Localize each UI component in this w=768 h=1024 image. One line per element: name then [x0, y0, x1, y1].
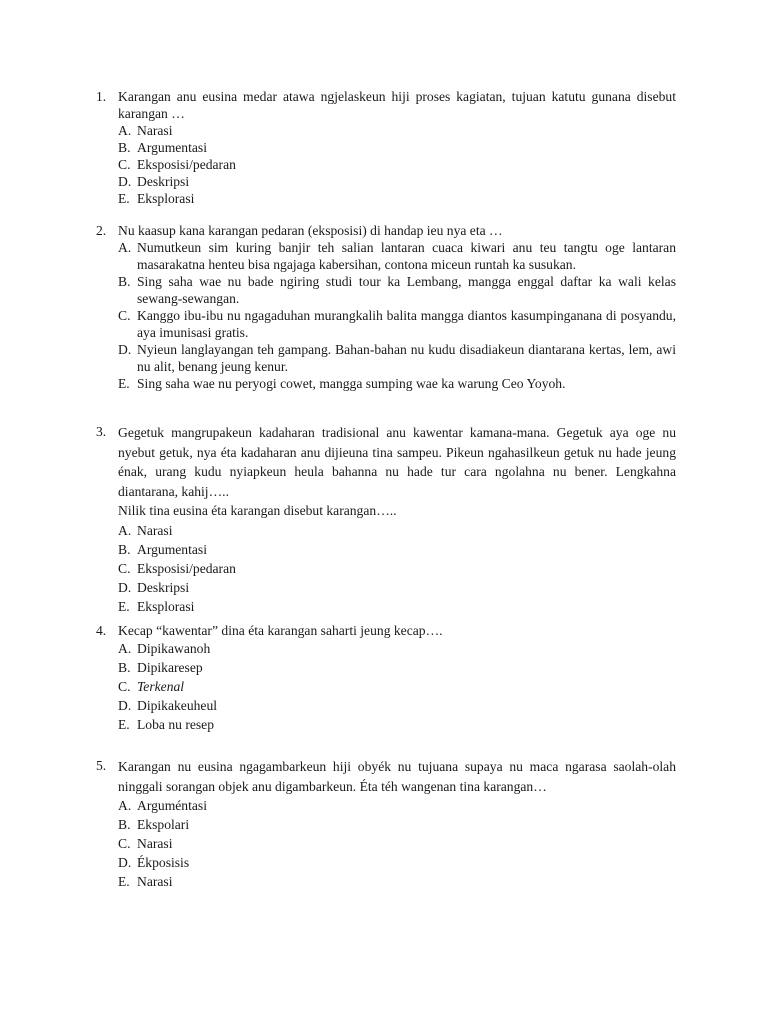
question-number: 4.	[96, 623, 107, 638]
option-c: C. Kanggo ibu-ibu nu ngagaduhan murangkalih balita mangga diantos kasumpinganana di posyandu, aya imunisasi gratis.	[118, 308, 676, 340]
question-prompt: Nilik tina eusina éta karangan disebut karangan…..	[118, 503, 397, 518]
option-d: D. Deskripsi	[118, 579, 190, 595]
option-list	[118, 239, 676, 392]
question-number: 3.	[96, 424, 107, 439]
option-list	[118, 796, 676, 891]
option-b: B. Argumentasi	[118, 140, 207, 155]
option-d: D. Dipikakeuheul	[118, 698, 218, 713]
option-a: A. Dipikawanoh	[118, 641, 211, 656]
question-number: 2.	[96, 223, 107, 238]
question-text: Kecap “kawentar” dina éta karangan saharti jeung kecap….	[118, 623, 443, 638]
option-d: D. Ékposisis	[118, 855, 190, 870]
question-1	[96, 88, 676, 207]
option-b: B. Sing saha wae nu bade ngiring studi tour ka Lembang, mangga enggal daftar ka wali kelas sewang-sewangan.	[118, 274, 676, 306]
option-b: B. Argumentasi	[118, 541, 207, 557]
question-5	[96, 757, 676, 891]
option-b: B. Ekspolari	[118, 817, 190, 832]
question-3	[96, 423, 676, 616]
option-c: C. Eksposisi/pedaran	[118, 157, 236, 172]
option-a: A. Numutkeun sim kuring banjir teh salian lantaran cuaca kiwari anu teu tangtu oge lantaran masarakatna henteu bisa ngajaga kabersihan, contona miceun runtah ka susukan.	[118, 240, 676, 272]
option-list	[118, 122, 676, 207]
question-text: Nu kaasup kana karangan pedaran (eksposisi) di handap ieu nya eta …	[118, 223, 503, 238]
option-b: B. Dipikaresep	[118, 660, 203, 675]
question-text: Gegetuk mangrupakeun kadaharan tradisional anu kawentar kamana-mana. Gegetuk aya oge nu nyebut getuk, nya éta kadaharan anu dijieuna tina sampeu. Pikeun ngahasilkeun getuk nu hade jeung énak, urang kudu nyiapkeun heula bahanna nu hade tur cara ngolahna nu bener. Lengkahna diantarana, kahij…..	[118, 425, 676, 499]
question-2	[96, 222, 676, 392]
question-number: 5.	[96, 758, 107, 773]
option-list	[118, 521, 676, 616]
question-number: 1.	[96, 89, 107, 104]
option-list	[118, 639, 676, 734]
option-e: E. Eksplorasi	[118, 191, 195, 206]
question-4	[96, 622, 676, 734]
option-e: E. Loba nu resep	[118, 717, 215, 732]
option-c: C. Narasi	[118, 836, 173, 851]
option-d: D. Nyieun langlayangan teh gampang. Bahan-bahan nu kudu disadiakeun diantarana kertas, lem, awi nu alit, benang jeung kenur.	[118, 342, 676, 374]
option-a: A. Narasi	[118, 522, 173, 538]
question-text: Karangan anu eusina medar atawa ngjelaskeun hiji proses kagiatan, tujuan katutu gunana disebut karangan …	[118, 89, 676, 121]
option-a: A. Narasi	[118, 123, 173, 138]
option-e: E. Sing saha wae nu peryogi cowet, mangga sumping wae ka warung Ceo Yoyoh.	[118, 376, 566, 391]
option-a: A. Arguméntasi	[118, 798, 207, 813]
option-c: C. Eksposisi/pedaran	[118, 560, 236, 576]
option-e: E. Narasi	[118, 874, 173, 889]
question-text: Karangan nu eusina ngagambarkeun hiji obyék nu tujuana supaya nu maca ngarasa saolah-olah ninggali sorangan objek anu digambarkeun. Éta téh wangenan tina karangan…	[118, 759, 676, 794]
option-c: C. Terkenal	[118, 679, 185, 694]
option-e: E. Eksplorasi	[118, 598, 195, 614]
option-d: D. Deskripsi	[118, 174, 190, 189]
